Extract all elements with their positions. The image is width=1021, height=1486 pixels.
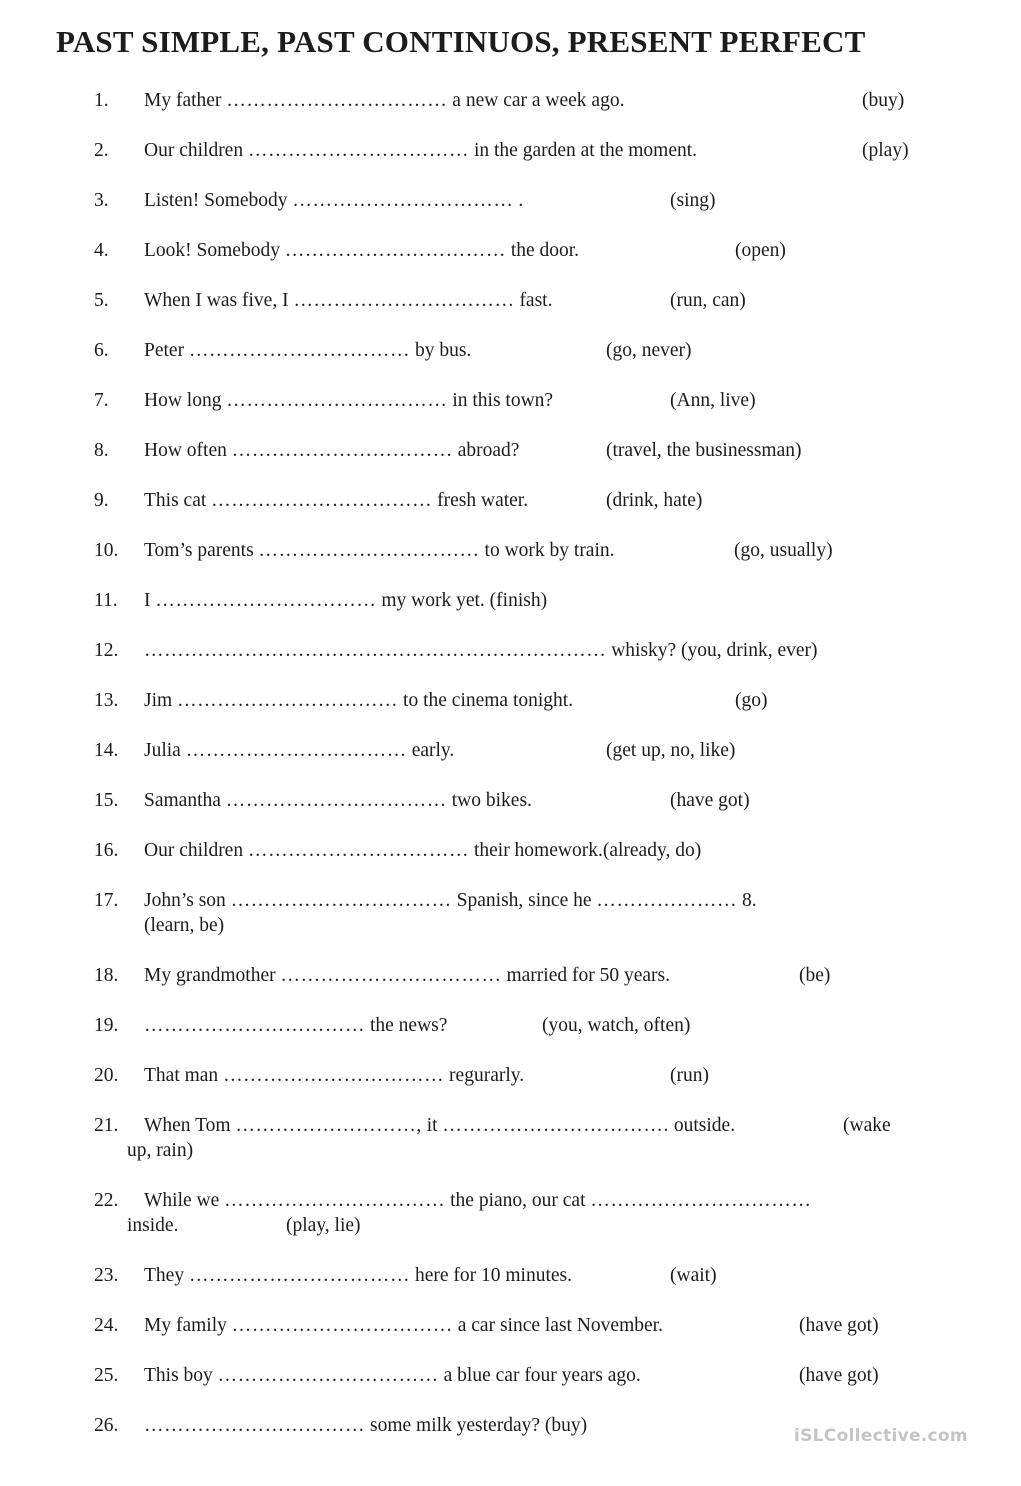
answer-blank[interactable]: …………………………… [144, 1415, 366, 1436]
exercise-text-continued: inside. [127, 1215, 179, 1236]
verb-hint: (run) [670, 1065, 709, 1086]
exercise-prompt: That man [144, 1065, 219, 1086]
verb-hint: (play) [862, 140, 909, 161]
exercise-number: 20. [94, 1065, 119, 1086]
verb-hint: (wait) [670, 1265, 717, 1286]
answer-blank[interactable]: …………………………… [188, 340, 411, 361]
exercise-prompt: My family [144, 1315, 227, 1336]
answer-blank[interactable]: …………………………… [224, 1190, 446, 1211]
exercise-prompt: My father [144, 90, 222, 111]
exercise-prompt: Julia [144, 740, 181, 761]
verb-hint: (buy) [862, 90, 905, 111]
verb-hint: (have got) [670, 790, 750, 811]
exercise-prompt: I [144, 590, 151, 611]
verb-hint: (have got) [799, 1365, 879, 1386]
exercise-text: whisky? (you, drink, ever) [611, 640, 818, 661]
exercise-number: 9. [94, 490, 109, 511]
exercise-text: early. [411, 740, 455, 761]
exercise-prompt: When I was five, I [144, 290, 289, 311]
exercise-number: 26. [94, 1415, 119, 1436]
verb-hint: (run, can) [670, 290, 746, 311]
exercise-prompt: Look! Somebody [144, 240, 280, 261]
verb-hint: (learn, be) [144, 915, 225, 936]
exercise-text: married for 50 years. [506, 965, 670, 986]
answer-blank[interactable]: …………………………… [225, 790, 447, 811]
exercise-text: two bikes. [451, 790, 532, 811]
exercise-number: 13. [94, 690, 119, 711]
exercise-prompt: John’s son [144, 890, 226, 911]
exercise-text: here for 10 minutes. [414, 1265, 572, 1286]
exercise-text: in this town? [452, 390, 554, 411]
answer-blank[interactable]: …………………………… [144, 1015, 366, 1036]
exercise-text: the news? [369, 1015, 448, 1036]
exercise-number: 25. [94, 1365, 119, 1386]
exercise-number: 24. [94, 1315, 119, 1336]
answer-blank[interactable]: …………………………… [258, 540, 480, 561]
answer-blank[interactable]: ………………… [596, 890, 738, 911]
exercise-text: a car since last November. [457, 1315, 663, 1336]
verb-hint-continued: up, rain) [127, 1140, 194, 1161]
exercise-text: a new car a week ago. [452, 90, 625, 111]
exercise-number: 4. [94, 240, 109, 261]
verb-hint: (have got) [799, 1315, 879, 1336]
verb-hint: (be) [799, 965, 831, 986]
worksheet-title: PAST SIMPLE, PAST CONTINUOS, PRESENT PERFECT [56, 24, 866, 59]
answer-blank[interactable]: …………………………… [247, 140, 470, 161]
exercise-text: a blue car four years ago. [443, 1365, 641, 1386]
exercise-number: 2. [94, 140, 109, 161]
exercise-prompt: Peter [144, 340, 185, 361]
answer-blank[interactable]: …………………………… [177, 690, 399, 711]
exercise-text: some milk yesterday? (buy) [369, 1415, 588, 1436]
verb-hint: (sing) [670, 190, 716, 211]
exercise-text: regurarly. [449, 1065, 525, 1086]
answer-blank[interactable]: …………………………… [590, 1190, 812, 1211]
exercise-text: abroad? [457, 440, 520, 461]
verb-hint: (go, never) [606, 340, 692, 361]
exercise-number: 8. [94, 440, 109, 461]
answer-blank[interactable]: ………………………, [235, 1115, 422, 1136]
exercise-text: it [426, 1115, 438, 1136]
exercise-prompt: While we [144, 1190, 220, 1211]
exercise-prompt: Jim [144, 690, 173, 711]
answer-blank[interactable]: …………………………… [185, 740, 407, 761]
exercise-prompt: How often [144, 440, 227, 461]
answer-blank[interactable]: …………………………… [188, 1265, 411, 1286]
exercise-text: Spanish, since he [456, 890, 592, 911]
exercise-number: 11. [94, 590, 118, 611]
exercise-prompt: Listen! Somebody [144, 190, 288, 211]
answer-blank[interactable]: …………………………… [226, 390, 448, 411]
verb-hint: (you, watch, often) [542, 1015, 691, 1036]
exercise-number: 16. [94, 840, 119, 861]
exercise-text: to the cinema tonight. [403, 690, 574, 711]
verb-hint: (wake [843, 1115, 891, 1136]
verb-hint: (travel, the businessman) [606, 440, 802, 461]
exercise-number: 19. [94, 1015, 119, 1036]
exercise-number: 5. [94, 290, 109, 311]
answer-blank[interactable]: …………………………… [292, 190, 514, 211]
watermark-logo: iSLCollective.com [794, 1426, 968, 1446]
exercise-prompt: Samantha [144, 790, 221, 811]
exercise-text: in the garden at the moment. [473, 140, 698, 161]
exercise-prompt: Tom’s parents [144, 540, 254, 561]
exercise-number: 14. [94, 740, 119, 761]
exercise-text: to work by train. [484, 540, 615, 561]
exercise-number: 17. [94, 890, 119, 911]
exercise-prompt: My grandmother [144, 965, 276, 986]
exercise-number: 23. [94, 1265, 119, 1286]
exercise-text: by bus. [414, 340, 472, 361]
verb-hint: (go, usually) [734, 540, 833, 561]
verb-hint: (Ann, live) [670, 390, 756, 411]
exercise-prompt: They [144, 1265, 185, 1286]
answer-blank[interactable]: …………………………… [223, 1065, 445, 1086]
exercise-number: 3. [94, 190, 109, 211]
exercise-number: 18. [94, 965, 119, 986]
answer-blank[interactable]: …………………………… [247, 840, 470, 861]
exercise-number: 21. [94, 1115, 119, 1136]
verb-hint: (get up, no, like) [606, 740, 736, 761]
exercise-prompt: How long [144, 390, 222, 411]
exercise-prompt: Our children [144, 140, 244, 161]
answer-blank[interactable]: …………………………… [284, 240, 506, 261]
exercise-prompt: This cat [144, 490, 207, 511]
exercise-number: 10. [94, 540, 119, 561]
exercise-number: 15. [94, 790, 119, 811]
exercise-text: fast. [519, 290, 553, 311]
answer-blank[interactable]: …………………………… [230, 890, 452, 911]
answer-blank[interactable]: …………………………… [231, 440, 453, 461]
exercise-text: the door. [510, 240, 580, 261]
exercise-text: outside. [673, 1115, 736, 1136]
exercise-text: the piano, our cat [450, 1190, 586, 1211]
exercise-text: 8. [741, 890, 757, 911]
exercise-number: 22. [94, 1190, 119, 1211]
exercise-number: 12. [94, 640, 119, 661]
answer-blank[interactable]: …………………………… [293, 290, 515, 311]
answer-blank[interactable]: …………………………… [211, 490, 433, 511]
answer-blank[interactable]: …………………………… [231, 1315, 453, 1336]
answer-blank[interactable]: …………………………… [280, 965, 502, 986]
verb-hint: (open) [735, 240, 786, 261]
exercise-text: . [518, 190, 524, 211]
exercise-text: their homework.(already, do) [473, 840, 702, 861]
exercise-prompt: This boy [144, 1365, 213, 1386]
verb-hint: (drink, hate) [606, 490, 703, 511]
exercise-text: fresh water. [437, 490, 529, 511]
verb-hint: (play, lie) [286, 1215, 361, 1236]
exercise-prompt: Our children [144, 840, 244, 861]
exercise-number: 7. [94, 390, 109, 411]
verb-hint: (go) [735, 690, 768, 711]
answer-blank[interactable]: …………………………… [217, 1365, 439, 1386]
exercise-number: 6. [94, 340, 109, 361]
answer-blank[interactable]: …………………………… [226, 90, 448, 111]
answer-blank[interactable]: …………………………………………………………… [144, 640, 607, 661]
exercise-prompt: When Tom [144, 1115, 231, 1136]
answer-blank[interactable]: …………………………… [155, 590, 377, 611]
exercise-text: my work yet. (finish) [381, 590, 548, 611]
answer-blank[interactable]: ……………………………. [442, 1115, 669, 1136]
exercise-number: 1. [94, 90, 109, 111]
